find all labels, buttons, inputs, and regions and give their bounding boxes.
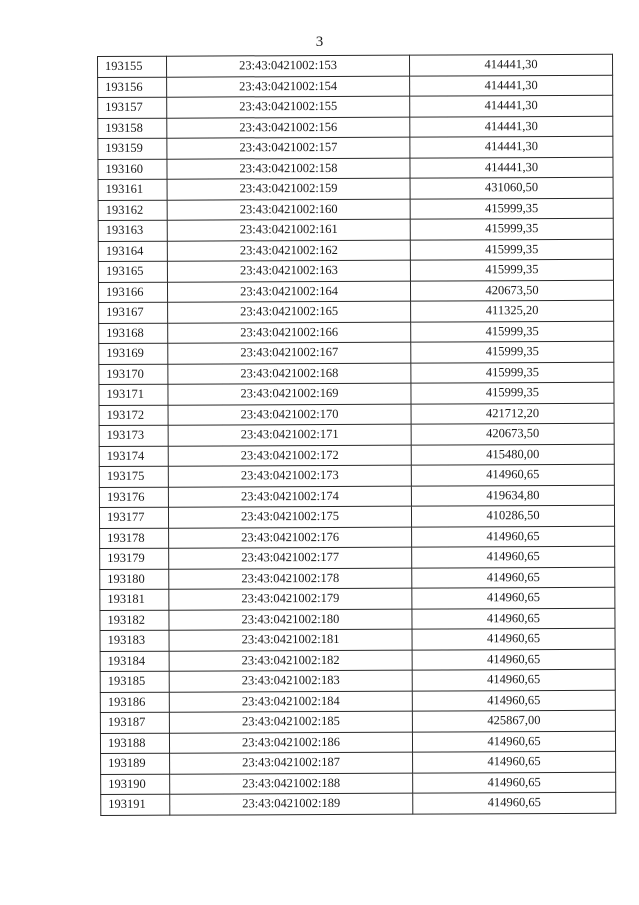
value-cell: 410286,50 xyxy=(411,505,614,526)
table-row xyxy=(100,587,615,610)
value-cell: 414960,65 xyxy=(412,628,615,649)
value-cell: 414960,65 xyxy=(412,690,615,711)
value-cell: 414441,30 xyxy=(410,157,613,178)
cadastral-number-cell: 23:43:0421002:158 xyxy=(167,158,410,180)
table-row xyxy=(98,218,613,241)
table-row xyxy=(101,772,616,795)
value-cell: 421712,20 xyxy=(411,403,614,424)
cadastral-number-cell: 23:43:0421002:157 xyxy=(167,137,410,159)
value-cell: 415480,00 xyxy=(411,444,614,465)
cadastral-number-cell: 23:43:0421002:179 xyxy=(169,588,412,610)
value-cell: 414441,30 xyxy=(410,75,613,96)
row-number-cell: 193183 xyxy=(100,630,169,651)
table-row xyxy=(100,690,615,713)
table-row xyxy=(99,382,614,405)
row-number-cell: 193167 xyxy=(99,302,168,323)
value-cell: 414960,65 xyxy=(412,649,615,670)
cadastral-number-cell: 23:43:0421002:184 xyxy=(169,691,412,713)
cadastral-number-cell: 23:43:0421002:169 xyxy=(168,383,411,405)
cadastral-number-cell: 23:43:0421002:186 xyxy=(169,732,412,754)
value-cell: 414960,65 xyxy=(412,608,615,629)
row-number-cell: 193191 xyxy=(101,794,170,815)
table-row xyxy=(98,280,613,303)
table-row xyxy=(100,710,615,733)
value-cell: 415999,35 xyxy=(411,362,614,383)
table-row xyxy=(98,95,613,118)
row-number-cell: 193155 xyxy=(98,56,167,77)
cadastral-number-cell: 23:43:0421002:166 xyxy=(168,322,411,344)
value-cell: 431060,50 xyxy=(410,177,613,198)
row-number-cell: 193173 xyxy=(99,425,168,446)
value-cell: 420673,50 xyxy=(410,280,613,301)
cadastral-number-cell: 23:43:0421002:165 xyxy=(168,301,411,323)
row-number-cell: 193190 xyxy=(101,774,170,795)
cadastral-number-cell: 23:43:0421002:174 xyxy=(168,486,411,508)
value-cell: 414441,30 xyxy=(409,54,612,75)
row-number-cell: 193170 xyxy=(99,364,168,385)
value-cell: 414960,65 xyxy=(413,772,616,793)
row-number-cell: 193159 xyxy=(98,138,167,159)
cadastral-number-cell: 23:43:0421002:164 xyxy=(167,281,410,303)
value-cell: 414960,65 xyxy=(412,587,615,608)
table-row xyxy=(99,505,614,528)
row-number-cell: 193178 xyxy=(100,528,169,549)
value-cell: 415999,35 xyxy=(411,382,614,403)
table-row xyxy=(101,751,616,774)
cadastral-number-cell: 23:43:0421002:181 xyxy=(169,629,412,651)
cadastral-number-cell: 23:43:0421002:177 xyxy=(169,547,412,569)
row-number-cell: 193172 xyxy=(99,405,168,426)
table-row xyxy=(99,423,614,446)
value-cell: 414960,65 xyxy=(413,792,616,813)
row-number-cell: 193180 xyxy=(100,569,169,590)
row-number-cell: 193168 xyxy=(99,323,168,344)
row-number-cell: 193160 xyxy=(98,159,167,180)
value-cell: 414960,65 xyxy=(412,526,615,547)
value-cell: 414441,30 xyxy=(410,116,613,137)
row-number-cell: 193169 xyxy=(99,343,168,364)
row-number-cell: 193185 xyxy=(100,671,169,692)
page-number: 3 xyxy=(315,34,324,50)
value-cell: 415999,35 xyxy=(410,259,613,280)
value-cell: 419634,80 xyxy=(411,485,614,506)
value-cell: 414441,30 xyxy=(410,136,613,157)
table-row xyxy=(99,444,614,467)
value-cell: 414960,65 xyxy=(412,546,615,567)
cadastral-number-cell: 23:43:0421002:156 xyxy=(167,117,410,139)
table-row xyxy=(99,403,614,426)
row-number-cell: 193157 xyxy=(98,97,167,118)
cadastral-number-cell: 23:43:0421002:170 xyxy=(168,404,411,426)
cadastral-number-cell: 23:43:0421002:178 xyxy=(169,568,412,590)
row-number-cell: 193158 xyxy=(98,118,167,139)
row-number-cell: 193175 xyxy=(99,466,168,487)
cadastral-number-cell: 23:43:0421002:173 xyxy=(168,465,411,487)
cadastral-number-cell: 23:43:0421002:189 xyxy=(170,793,413,815)
table-row xyxy=(98,259,613,282)
value-cell: 415999,35 xyxy=(410,198,613,219)
table-row xyxy=(99,362,614,385)
cadastral-number-cell: 23:43:0421002:183 xyxy=(169,670,412,692)
value-cell: 415999,35 xyxy=(410,218,613,239)
table-row xyxy=(100,628,615,651)
table-row xyxy=(98,177,613,200)
value-cell: 414960,65 xyxy=(413,751,616,772)
table-row xyxy=(101,792,616,815)
table-row xyxy=(98,198,613,221)
value-cell: 414960,65 xyxy=(412,567,615,588)
table-row xyxy=(100,526,615,549)
cadastral-number-cell: 23:43:0421002:171 xyxy=(168,424,411,446)
cadastral-number-cell: 23:43:0421002:155 xyxy=(167,96,410,118)
row-number-cell: 193156 xyxy=(98,77,167,98)
row-number-cell: 193189 xyxy=(101,753,170,774)
table-row xyxy=(99,321,614,344)
value-cell: 415999,35 xyxy=(411,321,614,342)
table-row xyxy=(100,669,615,692)
cadastral-number-cell: 23:43:0421002:153 xyxy=(167,55,410,77)
cadastral-number-cell: 23:43:0421002:154 xyxy=(167,76,410,98)
cadastral-number-cell: 23:43:0421002:168 xyxy=(168,363,411,385)
cadastral-number-cell: 23:43:0421002:161 xyxy=(167,219,410,241)
table-row xyxy=(98,157,613,180)
row-number-cell: 193179 xyxy=(100,548,169,569)
table-row xyxy=(98,239,613,262)
table-row xyxy=(100,731,615,754)
cadastral-number-cell: 23:43:0421002:159 xyxy=(167,178,410,200)
cadastral-number-cell: 23:43:0421002:167 xyxy=(168,342,411,364)
registry-table-body xyxy=(98,54,616,815)
value-cell: 411325,20 xyxy=(411,300,614,321)
cadastral-number-cell: 23:43:0421002:187 xyxy=(170,752,413,774)
row-number-cell: 193164 xyxy=(98,241,167,262)
value-cell: 414960,65 xyxy=(412,731,615,752)
row-number-cell: 193176 xyxy=(99,487,168,508)
value-cell: 414441,30 xyxy=(410,95,613,116)
value-cell: 414960,65 xyxy=(411,464,614,485)
value-cell: 425867,00 xyxy=(412,710,615,731)
value-cell: 415999,35 xyxy=(411,341,614,362)
table-row xyxy=(100,649,615,672)
table-row xyxy=(100,608,615,631)
row-number-cell: 193188 xyxy=(100,733,169,754)
value-cell: 420673,50 xyxy=(411,423,614,444)
table-row xyxy=(100,546,615,569)
table-row xyxy=(99,464,614,487)
row-number-cell: 193184 xyxy=(100,651,169,672)
table-row xyxy=(99,485,614,508)
row-number-cell: 193186 xyxy=(100,692,169,713)
row-number-cell: 193182 xyxy=(100,610,169,631)
row-number-cell: 193163 xyxy=(98,220,167,241)
table-row xyxy=(100,567,615,590)
row-number-cell: 193187 xyxy=(100,712,169,733)
row-number-cell: 193162 xyxy=(98,200,167,221)
row-number-cell: 193171 xyxy=(99,384,168,405)
table-row xyxy=(99,341,614,364)
cadastral-number-cell: 23:43:0421002:160 xyxy=(167,199,410,221)
cadastral-number-cell: 23:43:0421002:175 xyxy=(168,506,411,528)
row-number-cell: 193181 xyxy=(100,589,169,610)
table-row xyxy=(98,136,613,159)
cadastral-number-cell: 23:43:0421002:180 xyxy=(169,609,412,631)
registry-table xyxy=(97,54,616,816)
table-row xyxy=(98,116,613,139)
row-number-cell: 193161 xyxy=(98,179,167,200)
cadastral-number-cell: 23:43:0421002:185 xyxy=(169,711,412,733)
row-number-cell: 193177 xyxy=(99,507,168,528)
cadastral-number-cell: 23:43:0421002:188 xyxy=(170,773,413,795)
cadastral-number-cell: 23:43:0421002:162 xyxy=(167,240,410,262)
value-cell: 415999,35 xyxy=(410,239,613,260)
row-number-cell: 193174 xyxy=(99,446,168,467)
table-row xyxy=(99,300,614,323)
table-row xyxy=(98,75,613,98)
cadastral-number-cell: 23:43:0421002:176 xyxy=(169,527,412,549)
cadastral-number-cell: 23:43:0421002:182 xyxy=(169,650,412,672)
table-row xyxy=(98,54,613,77)
row-number-cell: 193166 xyxy=(98,282,167,303)
value-cell: 414960,65 xyxy=(412,669,615,690)
row-number-cell: 193165 xyxy=(98,261,167,282)
cadastral-number-cell: 23:43:0421002:172 xyxy=(168,445,411,467)
cadastral-number-cell: 23:43:0421002:163 xyxy=(167,260,410,282)
